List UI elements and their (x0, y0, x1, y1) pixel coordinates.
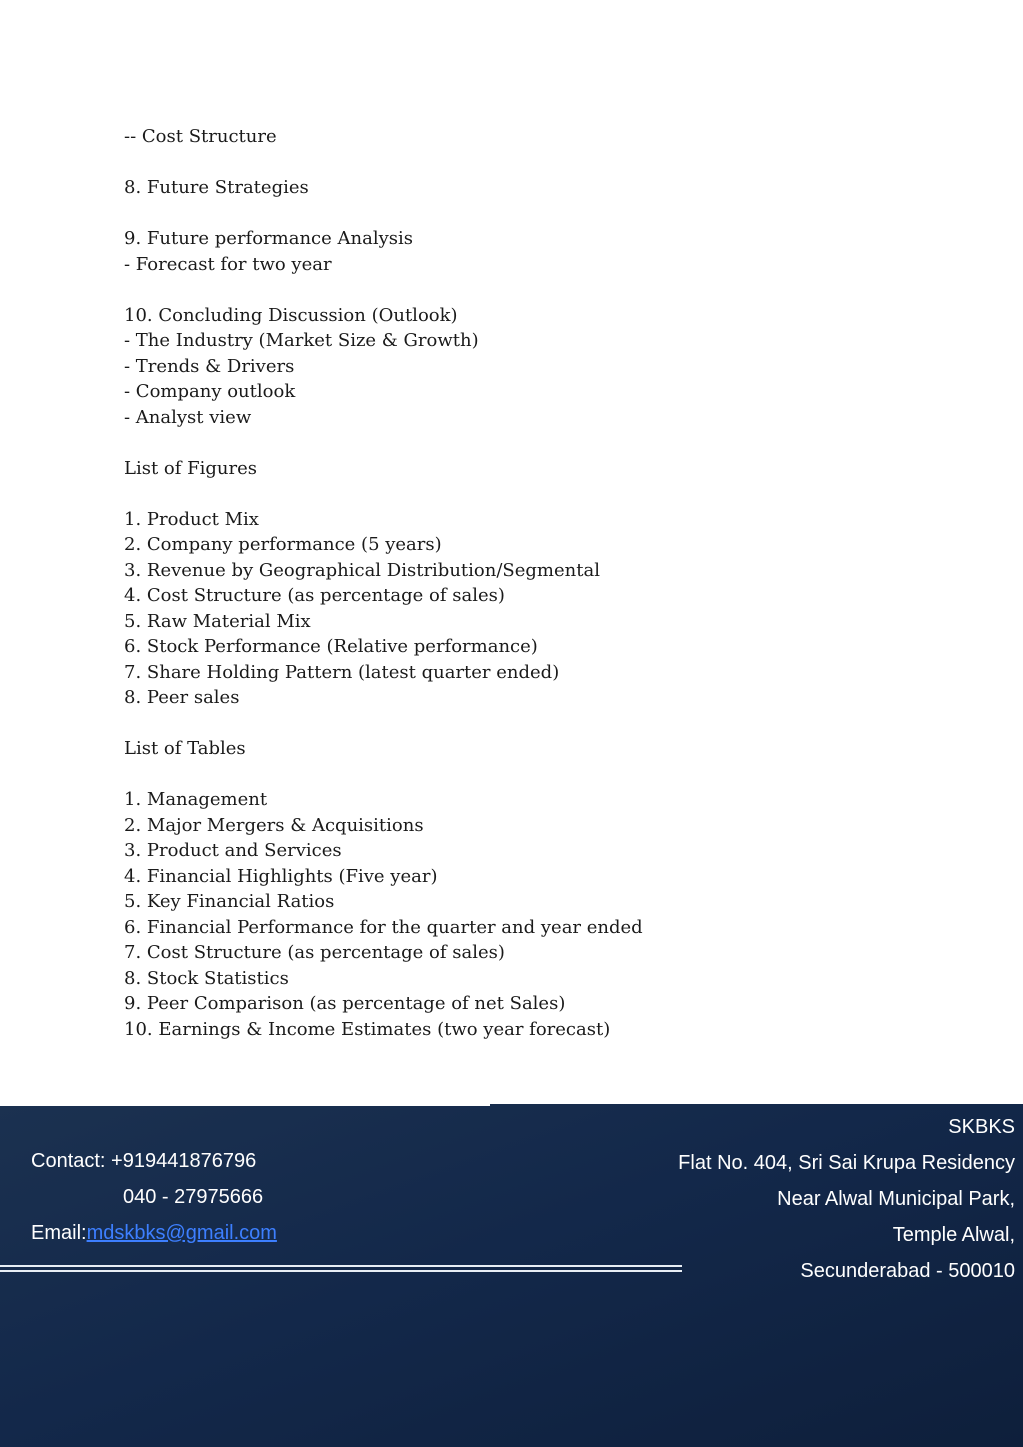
figures-heading: List of Figures (124, 457, 257, 479)
table-item: 5. Key Financial Ratios (124, 891, 335, 912)
table-item: 6. Financial Performance for the quarter and year ended (124, 916, 643, 938)
toc-company-outlook: - Company outlook (124, 381, 296, 402)
toc-future-strategies: 8. Future Strategies (124, 177, 309, 198)
toc-cost-structure: -- Cost Structure (124, 126, 277, 147)
email-label: Email: (31, 1222, 87, 1244)
email-link[interactable]: mdskbks@gmail.com (86, 1222, 277, 1244)
figure-item: 2. Company performance (5 years) (124, 534, 442, 555)
contact-phone-2: 040 - 27975666 (123, 1186, 264, 1208)
table-item: 8. Stock Statistics (124, 967, 289, 989)
toc-concluding-discussion: 10. Concluding Discussion (Outlook) (124, 304, 458, 326)
footer-divider (0, 1265, 682, 1274)
contact-block (31, 1150, 277, 1258)
address-line-3: Temple Alwal, (892, 1224, 1015, 1246)
table-item: 4. Financial Highlights (Five year) (124, 865, 438, 887)
figure-item: 4. Cost Structure (as percentage of sales) (124, 585, 505, 606)
table-item: 3. Product and Services (124, 840, 342, 861)
figure-item: 3. Revenue by Geographical Distribution/Segmental (124, 559, 600, 581)
toc-analyst-view: - Analyst view (124, 406, 252, 428)
table-item: 7. Cost Structure (as percentage of sales) (124, 942, 505, 963)
figure-item: 5. Raw Material Mix (124, 610, 311, 632)
footer-banner (0, 1104, 1023, 1447)
table-item: 2. Major Mergers & Acquisitions (124, 814, 424, 836)
tables-list (124, 787, 824, 1042)
tables-heading: List of Tables (124, 738, 246, 759)
footer-notch (0, 1104, 490, 1106)
contact-email-row (31, 1222, 277, 1258)
address-line-2: Near Alwal Municipal Park, (777, 1188, 1015, 1210)
contact-phone-1: Contact: +919441876796 (31, 1150, 257, 1172)
address-line-4: Secunderabad - 500010 (800, 1260, 1015, 1282)
table-item: 10. Earnings & Income Estimates (two year forecast) (124, 1018, 611, 1040)
toc-forecast: - Forecast for two year (124, 253, 332, 275)
figure-item: 7. Share Holding Pattern (latest quarter ended) (124, 661, 560, 683)
figure-item: 6. Stock Performance (Relative performance) (124, 636, 538, 657)
company-name: SKBKS (948, 1116, 1015, 1138)
figure-item: 1. Product Mix (124, 508, 259, 530)
table-item: 9. Peer Comparison (as percentage of net Sales) (124, 993, 566, 1014)
toc-industry: - The Industry (Market Size & Growth) (124, 330, 479, 351)
document-body (124, 124, 824, 1042)
address-block (678, 1116, 1015, 1296)
toc-trends: - Trends & Drivers (124, 355, 295, 377)
figures-list (124, 507, 824, 711)
address-line-1: Flat No. 404, Sri Sai Krupa Residency (678, 1152, 1015, 1174)
toc-future-performance: 9. Future performance Analysis (124, 228, 413, 249)
figure-item: 8. Peer sales (124, 687, 240, 708)
table-item: 1. Management (124, 789, 268, 810)
